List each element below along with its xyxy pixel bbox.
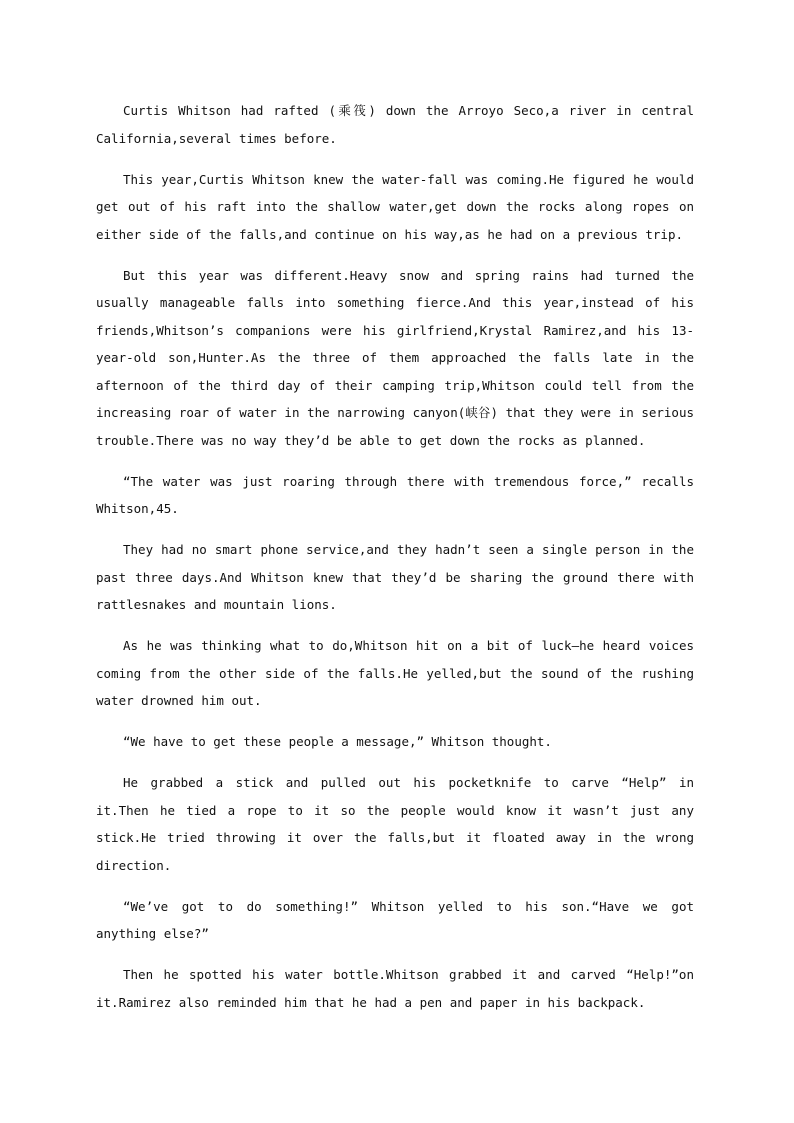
paragraph: He grabbed a stick and pulled out his pocketknife to carve “Help” in it.Then he tied a rope to it so the people would know it wasn’t just any stick.He tried throwing it over the falls,but it floated away in the wrong direction.	[96, 775, 694, 873]
paragraph: Then he spotted his water bottle.Whitson grabbed it and carved “Help!”on it.Ramirez also reminded him that he had a pen and paper in his backpack.	[96, 967, 694, 1010]
paragraph: As he was thinking what to do,Whitson hit on a bit of luck—he heard voices coming from the other side of the falls.He yelled,but the sound of the rushing water drowned him out.	[96, 638, 694, 708]
document-body	[96, 97, 694, 1030]
paragraph: They had no smart phone service,and they hadn’t seen a single person in the past three days.And Whitson knew that they’d be sharing the ground there with rattlesnakes and mountain lions.	[96, 542, 694, 612]
paragraph: This year,Curtis Whitson knew the water-fall was coming.He figured he would get out of his raft into the shallow water,get down the rocks along ropes on either side of the falls,and continue on his way,as he had on a previous trip.	[96, 171, 694, 242]
paragraph: “We have to get these people a message,” Whitson thought.	[123, 734, 552, 749]
paragraph: Curtis Whitson had rafted (乘筏) down the Arroyo Seco,a river in central California,several times before.	[96, 103, 694, 146]
paragraph: “The water was just roaring through there with tremendous force,” recalls Whitson,45.	[96, 473, 694, 516]
paragraph: “We’ve got to do something!” Whitson yelled to his son.“Have we got anything else?”	[96, 898, 694, 941]
paragraph: But this year was different.Heavy snow and spring rains had turned the usually manageable falls into something fierce.And this year,instead of his friends,Whitson’s companions were his girlfriend,Krystal Ramirez,and his 13-year-old son,Hunter.As the three of them approached the falls late in the afternoon of the third day of their camping trip,Whitson could tell from the increasing roar of water in the narrowing canyon(峡谷) that they were in serious trouble.There was no way they’d be able to get down the rocks as planned.	[96, 267, 694, 448]
